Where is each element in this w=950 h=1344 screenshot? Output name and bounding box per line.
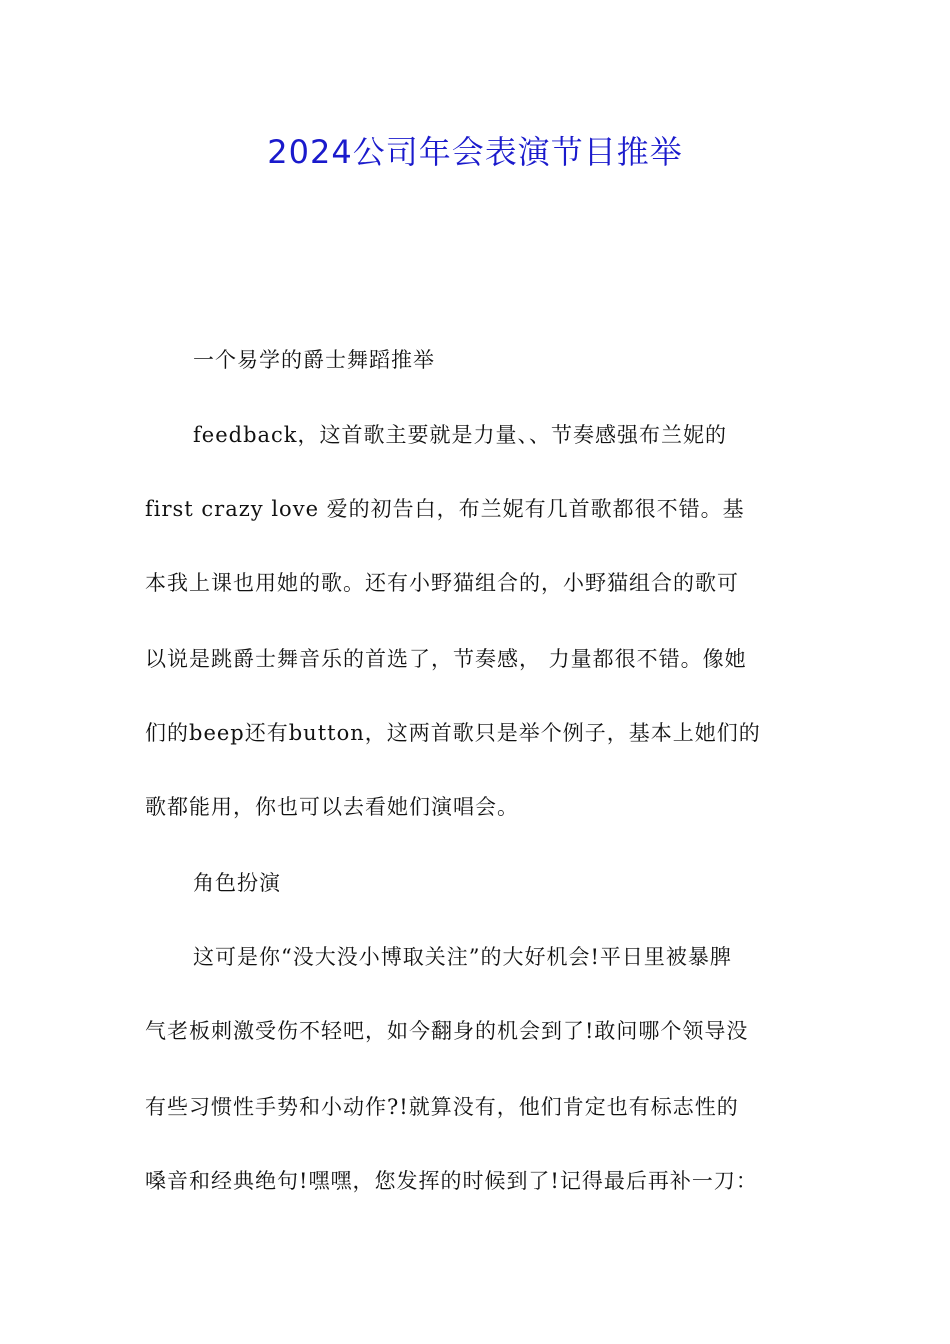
paragraph-line: 歌都能用，你也可以去看她们演唱会。 [145, 795, 519, 819]
paragraph-line: 们的beep还有button，这两首歌只是举个例子，基本上她们的 [145, 721, 761, 745]
paragraph-line: 嗓音和经典绝句!嘿嘿，您发挥的时候到了!记得最后再补一刀： [145, 1169, 758, 1193]
section-heading-roleplay: 角色扮演 [193, 871, 281, 895]
paragraph-line: 有些习惯性手势和小动作?!就算没有，他们肯定也有标志性的 [145, 1095, 739, 1119]
paragraph-line: 以说是跳爵士舞音乐的首选了，节奏感， 力量都很不错。像她 [145, 647, 747, 671]
paragraph-line: 本我上课也用她的歌。还有小野猫组合的，小野猫组合的歌可 [145, 571, 739, 595]
paragraph-line: first crazy love 爱的初告白，布兰妮有几首歌都很不错。基 [145, 497, 745, 521]
section-heading-jazz: 一个易学的爵士舞蹈推举 [193, 348, 435, 372]
document-title: 2024公司年会表演节目推举 [267, 133, 683, 171]
paragraph-line: 这可是你“没大没小博取关注”的大好机会!平日里被暴脾 [193, 945, 732, 969]
paragraph-line: feedback，这首歌主要就是力量、、节奏感强布兰妮的 [193, 423, 728, 447]
paragraph-line: 气老板刺激受伤不轻吧，如今翻身的机会到了!敢问哪个领导没 [145, 1019, 749, 1043]
